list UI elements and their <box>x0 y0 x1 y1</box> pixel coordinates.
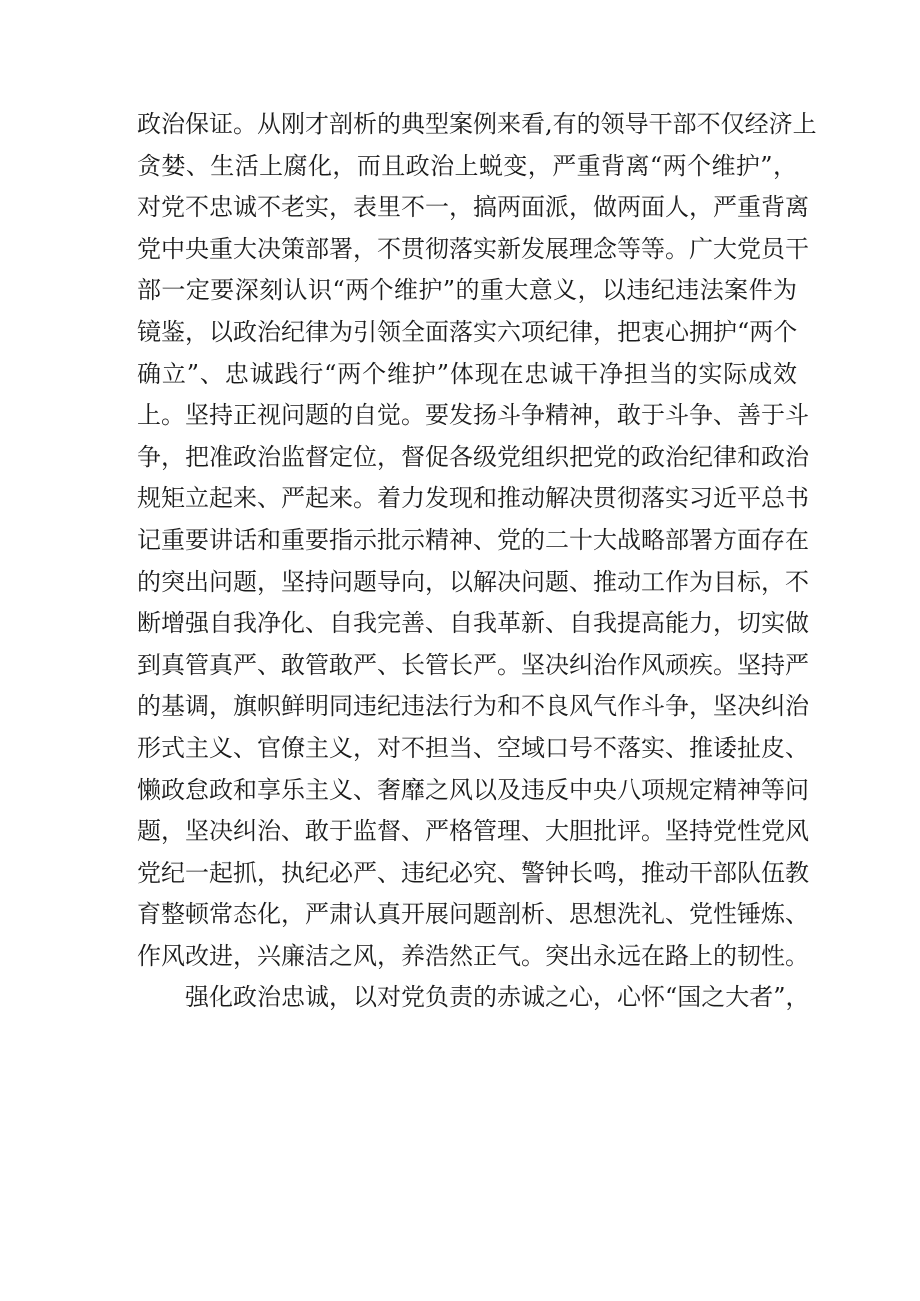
body-text <box>137 104 817 1019</box>
text-line: 镜鉴，以政治纪律为引领全面落实六项纪律，把衷心拥护“两个 <box>137 317 798 346</box>
text-line: 的基调，旗帜鲜明同违纪违法行为和不良风气作斗争，坚决纠治 <box>137 692 809 721</box>
text-line: 题，坚决纠治、敢于监督、严格管理、大胆批评。坚持党性党风 <box>137 817 809 846</box>
text-line: 部一定要深刻认识“两个维护”的重大意义，以违纪违法案件为 <box>137 276 797 305</box>
text-line: 党中央重大决策部署，不贯彻落实新发展理念等等。广大党员干 <box>137 234 809 263</box>
text-line: 形式主义、官僚主义，对不担当、空域口号不落实、推诿扯皮、 <box>137 733 809 762</box>
text-line: 争，把准政治监督定位，督促各级党组织把党的政治纪律和政治 <box>137 442 809 471</box>
text-line: 到真管真严、敢管敢严、长管长严。坚决纠治作风顽疾。坚持严 <box>137 650 809 679</box>
text-line: 记重要讲话和重要指示批示精神、党的二十大战略部署方面存在 <box>137 525 809 554</box>
text-line: 育整顿常态化，严肃认真开展问题剖析、思想洗礼、党性锤炼、 <box>137 900 809 929</box>
text-line: 断增强自我净化、自我完善、自我革新、自我提高能力，切实做 <box>137 609 809 638</box>
text-line: 党纪一起抓，执纪必严、违纪必究、警钟长鸣，推动干部队伍教 <box>137 858 809 887</box>
text-line: 规矩立起来、严起来。着力发现和推动解决贯彻落实习近平总书 <box>137 484 809 513</box>
text-line: 确立”、忠诚践行“两个维护”体现在忠诚干净担当的实际成效 <box>137 359 797 388</box>
paragraph-last-line: 作风改进，兴廉洁之风，养浩然正气。突出永远在路上的韧性。 <box>137 941 809 970</box>
text-line: 懒政怠政和享乐主义、奢靡之风以及违反中央八项规定精神等问 <box>137 775 809 804</box>
text-line: 的突出问题，坚持问题导向，以解决问题、推动工作为目标，不 <box>137 567 809 596</box>
next-paragraph-first-line: 强化政治忠诚，以对党负责的赤诚之心，心怀“国之大者”， <box>185 983 810 1012</box>
text-line: 贪婪、生活上腐化，而且政治上蜕变，严重背离“两个维护”， <box>137 151 797 180</box>
text-line: 上。坚持正视问题的自觉。要发扬斗争精神，敢于斗争、善于斗 <box>137 401 809 430</box>
text-line: 政治保证。从刚才剖析的典型案例来看,有的领导干部不仅经济上 <box>137 110 817 138</box>
text-line: 对党不忠诚不老实，表里不一，搞两面派，做两面人，严重背离 <box>137 193 809 222</box>
